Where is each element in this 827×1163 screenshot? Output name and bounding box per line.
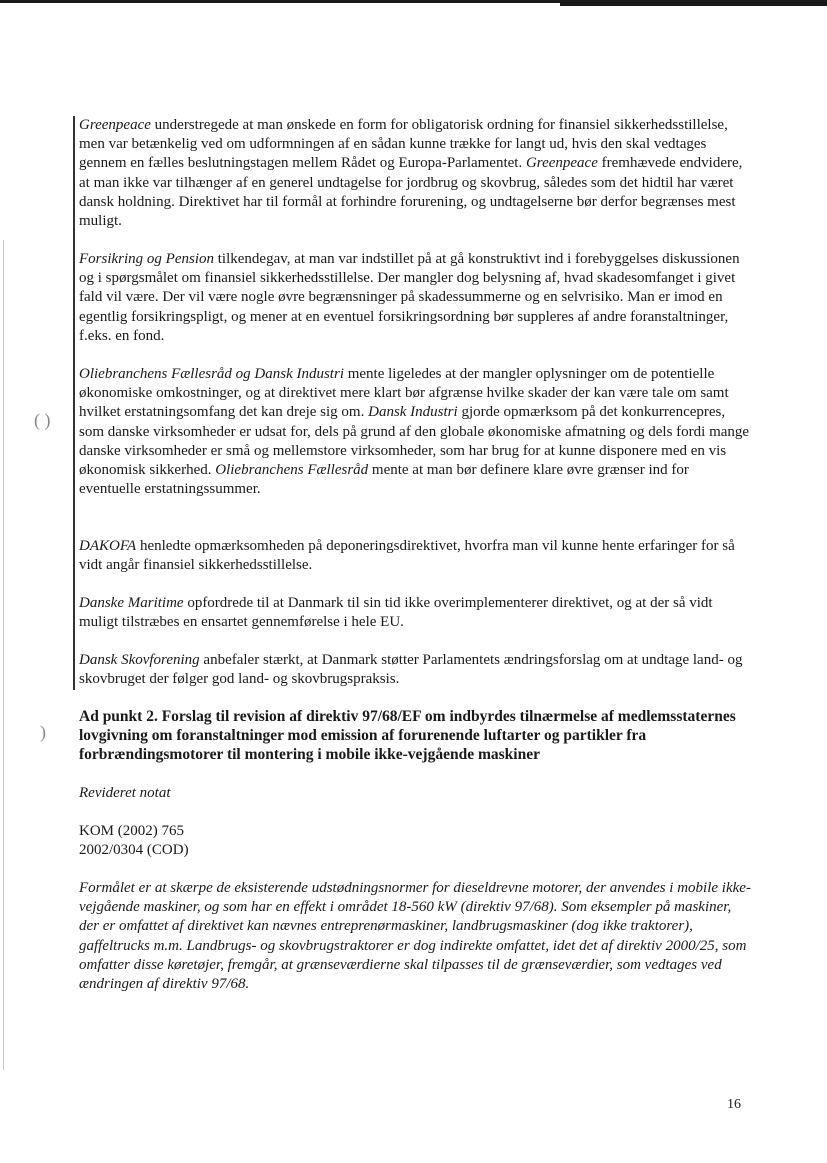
paragraph-forsikring: Forsikring og Pension tilkendegav, at man var indstillet på at gå konstruktivt ind i forebyggelses diskussionen og i spørgsmålet om finansiel sikkerhedsstillelse. Der mangler dog belysning af, hvad skadesomfanget i givet fald vil være. Der vil være nogle øvre begrænsninger på skadessummerne og en selvrisiko. Man er imod en egentlig forsikringspligt, og mener at en eventuel forsikringsordning bør suppleres af andre foranstaltninger, f.eks. en fond. [79,251,740,344]
paragraph-dansk-skovforening: Dansk Skovforening anbefaler stærkt, at Danmark støtter Parlamentets ændringsforslag om at undtage land- og skovbruget der følger god land- og skovbrugspraksis. [79,652,743,688]
page-number: 16 [727,1097,741,1112]
margin-change-bar [73,116,75,690]
cod-reference: 2002/0304 (COD) [79,842,189,858]
hole-punch-mark: ) [40,722,46,742]
revised-note-label: Revideret notat [79,785,171,801]
paragraph-oliebranchen: Oliebranchens Fællesråd og Dansk Industri mente ligeledes at der mangler oplysninger om de potentielle økonomiske omkostninger, og at direktivet mere klart bør afgrænse hvilke skader der kan være tale om samt hvilket erstatningsomfang det kan dreje sig om. Dansk Industri gjorde opmærksom på det konkurrencepres, som danske virksomheder er udsat for, dels på grund af den globale økonomiske afmatning og dels fordi mange danske virksomheder er små og mellemstore virksomheder, som har brug for at kunne disponere med en vis økonomisk sikkerhed. Oliebranchens Fællesråd mente at man bør definere klare øvre grænser ind for eventuelle erstatningssummer. [79,366,750,498]
section-heading: Ad punkt 2. Forslag til revision af direktiv 97/68/EF om indbyrdes tilnærmelse af medlemsstaternes lovgivning om foranstaltninger mod emission af forurenende luftarter og partikler fra forbrændingsmotorer til montering i mobile ikke-vejgående maskiner [79,708,736,764]
hole-punch-mark: ( ) [34,410,51,430]
top-scan-edge-thick [560,2,827,6]
paragraph-dakofa: DAKOFA henledte opmærksomheden på deponeringsdirektivet, hvorfra man vil kunne hente erfaringer for så vidt angår finansiel sikkerhedsstillelse. [79,538,735,574]
paragraph-danske-maritime: Danske Maritime opfordrede til at Danmark til sin tid ikke overimplementerer direktivet, og at der så vidt muligt tilstræbes en ensartet gennemførelse i hele EU. [79,595,713,631]
purpose-paragraph: Formålet er at skærpe de eksisterende udstødningsnormer for dieseldrevne motorer, der anvendes i mobile ikke-vejgående maskiner, og som har en effekt i området 18-560 kW (direktiv 97/68). Som eksempler på maskiner, der er omfattet af direktivet kan nævnes entreprenørmaskiner, landbrugsmaskiner (dog ikke traktorer), gaffeltrucks m.m. Landbrugs- og skovbrugstraktorer er dog indirekte omfattet, idet det af direktiv 2000/25, som omfatter disse køretøjer, fremgår, at grænseværdierne skal tilpasses til de grænseværdier, som vedtages ved ændringen af direktiv 97/68. [79,880,751,993]
kom-reference: KOM (2002) 765 [79,823,184,839]
left-scan-edge [3,240,4,1070]
paragraph-greenpeace: Greenpeace understregede at man ønskede en form for obligatorisk ordning for finansiel sikkerhedsstillelse, men var betænkelig ved om udformningen af en sådan kunne trække for langt ud, hvis den skal vedtages gennem en fælles beslutningstagen mellem Rådet og Europa-Parlamentet. Greenpeace fremhævede endvidere, at man ikke var tilhænger af en generel undtagelse for jordbrug og skovbrug, således som det hidtil har været dansk holdning. Direktivet har til formål at forhindre forurening, og undtagelserne bør derfor begrænses mest muligt. [79,117,743,230]
